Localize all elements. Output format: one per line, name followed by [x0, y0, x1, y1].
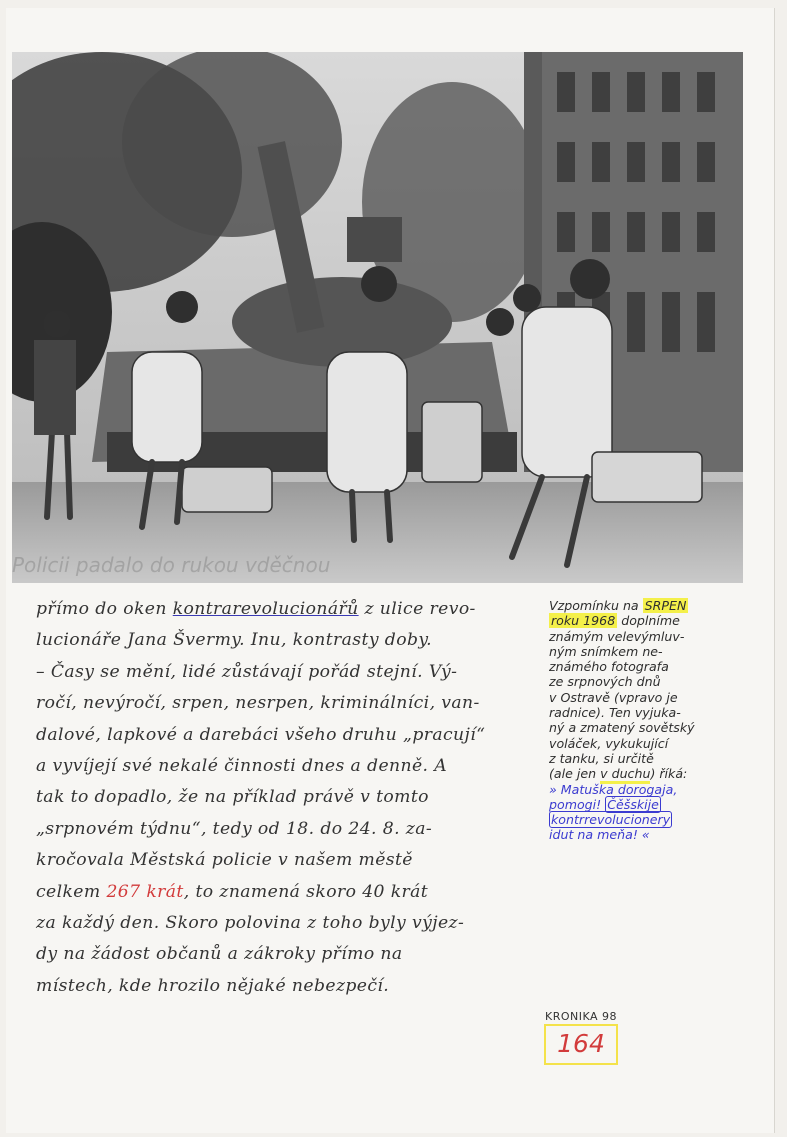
side-note-text-segment: známým velevýmluv- [549, 628, 685, 644]
page-number-box [544, 1024, 618, 1065]
main-text-text-segment: dalové, lapkové a darebáci všeho druhu „pracují“ [36, 724, 486, 745]
handwritten-main-text [36, 594, 530, 1002]
main-text-text-segment: přímo do oken [36, 599, 173, 619]
main-text-text-segment: 267 krát [106, 881, 184, 902]
side-note-text-segment: v duchu [600, 766, 650, 784]
main-text-text-segment: dy na žádost občanů a zákroky přímo na [36, 944, 403, 965]
side-note-line [549, 644, 747, 659]
main-text-text-segment: za každý den. Skoro polovina z toho byly výjez- [36, 913, 465, 934]
main-text-text-segment: tak to dopadlo, že na příklad právě v tomto [36, 787, 429, 808]
side-note-text-segment: v Ostravě (vpravo je [549, 689, 678, 705]
page-number: 164 [557, 1029, 605, 1058]
main-text-line [36, 782, 530, 813]
side-note-line [549, 705, 747, 720]
photo-illustration [12, 52, 743, 583]
main-text-text-segment: a vyvíjejí své nekalé činnosti dnes a denně. A [36, 756, 448, 777]
main-text-line [36, 625, 530, 656]
side-note-text-segment: ze srpnových dnů [549, 674, 661, 690]
main-text-text-segment: kročovala Městská policie v našem městě [36, 850, 413, 871]
main-text-line [36, 720, 530, 751]
side-note-text-segment: pomogi! [549, 796, 606, 812]
side-note-text-segment: SRPEN [644, 598, 687, 613]
historic-photo-tank-ostrava [12, 52, 743, 583]
main-text-text-segment: celkem [36, 881, 107, 902]
kronika-label: KRONIKA 98 [545, 1010, 618, 1023]
side-note-text-segment: doplníme [617, 613, 680, 629]
main-text-line [36, 845, 530, 876]
main-text-line [36, 688, 530, 719]
side-note-text-segment: voláček, vykukující [549, 735, 669, 751]
main-text-text-segment: – Časy se mění, lidé zůstávají pořád stejní. Vý- [36, 661, 458, 682]
side-note-line [549, 659, 747, 674]
side-note-line [549, 736, 747, 751]
side-note-line [549, 674, 747, 689]
side-note-line [549, 797, 747, 812]
side-note-line [549, 766, 747, 781]
side-note-line [549, 613, 747, 628]
side-note-line [549, 812, 747, 827]
side-note-text-segment: » Matuška dorogaja, [549, 781, 678, 797]
side-note-text-segment: ným snímkem ne- [549, 643, 663, 659]
side-note-text-segment: ný a zmatený sovětský [549, 720, 695, 736]
main-text-line [36, 657, 530, 688]
side-note-line [549, 598, 747, 613]
side-note-line [549, 629, 747, 644]
side-note-text-segment: kontrrevolucionery [551, 812, 671, 828]
main-text-text-segment: „srpnovém týdnu“, tedy od 18. do 24. 8. za- [36, 818, 433, 839]
side-note-line [549, 720, 747, 735]
side-note-text-segment: idut na meňa! « [549, 827, 650, 843]
side-note-line [549, 827, 747, 842]
main-text-text-segment: lucionáře Jana Švermy. Inu, kontrasty doby. [36, 630, 433, 651]
main-text-text-segment: kontrarevolucionářů [172, 599, 359, 619]
side-note-text-segment: známého fotografa [549, 659, 669, 675]
handwritten-side-note [549, 598, 747, 843]
main-text-text-segment: z ulice revo- [358, 599, 476, 619]
main-text-line [36, 751, 530, 782]
photo-overprint-text: Policii padalo do rukou vděčnou [12, 553, 331, 577]
side-note-text-segment: Čěšskije [607, 796, 659, 812]
side-note-line [549, 690, 747, 705]
main-text-line [36, 971, 530, 1002]
main-text-line [36, 908, 530, 939]
side-note-text-segment: ) říká: [650, 766, 688, 782]
main-text-line [36, 814, 530, 845]
side-note-text-segment: z tanku, si určitě [549, 750, 654, 766]
side-note-text-segment: (ale jen [549, 766, 601, 782]
main-text-line [36, 939, 530, 970]
main-text-text-segment: ročí, nevýročí, srpen, nesrpen, kriminálníci, van- [36, 693, 480, 714]
side-note-text-segment: radnice). Ten vyjuka- [549, 705, 681, 721]
side-note-text-segment: Vzpomínku na [549, 598, 643, 613]
main-text-line [36, 594, 530, 625]
side-note-line [549, 751, 747, 766]
main-text-text-segment: místech, kde hrozilo nějaké nebezpečí. [36, 975, 390, 996]
side-note-text-segment: roku 1968 [551, 613, 616, 629]
main-text-line [36, 877, 530, 908]
side-note-line [549, 782, 747, 797]
main-text-text-segment: , to znamená skoro 40 krát [183, 881, 429, 902]
